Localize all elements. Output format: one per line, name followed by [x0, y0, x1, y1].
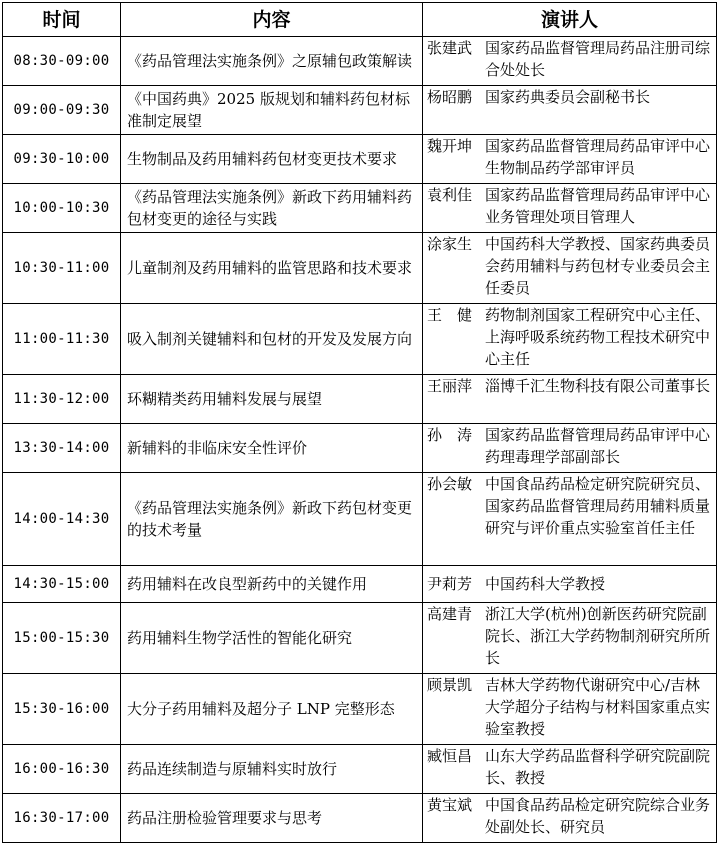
table-row: [3, 233, 717, 304]
table-row: [3, 424, 717, 473]
speaker-title: 中国药科大学教授: [485, 575, 606, 593]
topic-cell: 新辅料的非临床安全性评价: [121, 424, 423, 473]
speaker-cell: [423, 424, 717, 473]
speaker-cell: [423, 566, 717, 603]
time-cell: 15:00-15:30: [3, 603, 121, 674]
table-row: [3, 603, 717, 674]
time-cell: 09:30-10:00: [3, 135, 121, 184]
header-row: [3, 3, 717, 37]
speaker-title: 国家药典委员会副秘书长: [485, 88, 651, 106]
speaker-title: 国家药品监督管理局药品注册司综合处处长: [485, 39, 711, 79]
time-cell: 13:30-14:00: [3, 424, 121, 473]
speaker-cell: [423, 745, 717, 794]
header-topic: 内容: [121, 3, 423, 37]
time-cell: 15:30-16:00: [3, 674, 121, 745]
speaker-title: 吉林大学药物代谢研究中心/吉林大学超分子结构与材料国家重点实验室教授: [485, 676, 711, 738]
speaker-title: 山东大学药品监督科学研究院副院长、教授: [485, 747, 711, 787]
schedule-table: [2, 2, 717, 843]
time-cell: 11:00-11:30: [3, 304, 121, 375]
header-time: 时间: [3, 3, 121, 37]
topic-cell: 药用辅料在改良型新药中的关键作用: [121, 566, 423, 603]
table-row: [3, 184, 717, 233]
speaker-cell: [423, 233, 717, 304]
speaker-name: 王丽萍: [427, 377, 473, 395]
speaker-name: 孙 涛: [427, 426, 473, 444]
table-row: [3, 674, 717, 745]
schedule-sheet: [2, 2, 716, 843]
speaker-title: 浙江大学(杭州)创新医药研究院副院长、浙江大学药物制剂研究所所长: [485, 605, 711, 667]
table-row: [3, 794, 717, 843]
speaker-title: 中国食品药品检定研究院综合业务处副处长、研究员: [485, 796, 711, 836]
speaker-cell: [423, 86, 717, 135]
table-row: [3, 37, 717, 86]
table-row: [3, 304, 717, 375]
speaker-title: 国家药品监督管理局药品审评中心药理毒理学部副部长: [485, 426, 711, 466]
speaker-cell: [423, 794, 717, 843]
topic-cell: 生物制品及药用辅料药包材变更技术要求: [121, 135, 423, 184]
speaker-name: 臧恒昌: [427, 747, 473, 765]
table-row: [3, 566, 717, 603]
time-cell: 14:00-14:30: [3, 473, 121, 566]
speaker-title: 淄博千汇生物科技有限公司董事长: [485, 377, 711, 395]
speaker-name: 魏开坤: [427, 137, 473, 155]
speaker-name: 杨昭鹏: [427, 88, 473, 106]
speaker-name: 顾景凯: [427, 676, 473, 694]
time-cell: 16:00-16:30: [3, 745, 121, 794]
speaker-name: 黄宝斌: [427, 796, 473, 814]
speaker-cell: [423, 674, 717, 745]
topic-cell: 《药品管理法实施条例》新政下药用辅料药包材变更的途径与实践: [121, 184, 423, 233]
table-row: [3, 473, 717, 566]
speaker-cell: [423, 184, 717, 233]
topic-cell: 大分子药用辅料及超分子 LNP 完整形态: [121, 674, 423, 745]
time-cell: 08:30-09:00: [3, 37, 121, 86]
speaker-name: 孙会敏: [427, 475, 473, 493]
topic-cell: 环糊精类药用辅料发展与展望: [121, 375, 423, 424]
topic-cell: 儿童制剂及药用辅料的监管思路和技术要求: [121, 233, 423, 304]
time-cell: 09:00-09:30: [3, 86, 121, 135]
speaker-name: 袁利佳: [427, 186, 473, 204]
table-row: [3, 745, 717, 794]
speaker-cell: [423, 603, 717, 674]
time-cell: 11:30-12:00: [3, 375, 121, 424]
speaker-title: 中国食品药品检定研究院研究员、国家药品监督管理局药用辅料质量研究与评价重点实验室首任主任: [485, 475, 711, 537]
speaker-cell: [423, 37, 717, 86]
topic-cell: 《中国药典》2025 版规划和辅料药包材标准制定展望: [121, 86, 423, 135]
speaker-name: 张建武: [427, 39, 473, 57]
speaker-cell: [423, 135, 717, 184]
topic-cell: 药品连续制造与原辅料实时放行: [121, 745, 423, 794]
speaker-title: 中国药科大学教授、国家药典委员会药用辅料与药包材专业委员会主任委员: [485, 235, 711, 297]
speaker-name: 涂家生: [427, 235, 473, 253]
time-cell: 10:00-10:30: [3, 184, 121, 233]
table-row: [3, 86, 717, 135]
speaker-name: 王 健: [427, 306, 473, 324]
table-row: [3, 375, 717, 424]
header-speaker: 演讲人: [423, 3, 717, 37]
topic-cell: 药品注册检验管理要求与思考: [121, 794, 423, 843]
speaker-cell: [423, 375, 717, 424]
topic-cell: 吸入制剂关键辅料和包材的开发及发展方向: [121, 304, 423, 375]
speaker-title: 国家药品监督管理局药品审评中心业务管理处项目管理人: [485, 186, 711, 226]
speaker-name: 尹莉芳: [427, 575, 473, 593]
speaker-cell: [423, 473, 717, 566]
table-row: [3, 135, 717, 184]
speaker-title: 国家药品监督管理局药品审评中心生物制品药学部审评员: [485, 137, 711, 177]
topic-cell: 《药品管理法实施条例》之原辅包政策解读: [121, 37, 423, 86]
time-cell: 14:30-15:00: [3, 566, 121, 603]
time-cell: 16:30-17:00: [3, 794, 121, 843]
topic-cell: 药用辅料生物学活性的智能化研究: [121, 603, 423, 674]
speaker-name: 高建青: [427, 605, 473, 623]
time-cell: 10:30-11:00: [3, 233, 121, 304]
speaker-cell: [423, 304, 717, 375]
speaker-title: 药物制剂国家工程研究中心主任、上海呼吸系统药物工程技术研究中心主任: [485, 306, 711, 368]
topic-cell: 《药品管理法实施条例》新政下药包材变更的技术考量: [121, 473, 423, 566]
